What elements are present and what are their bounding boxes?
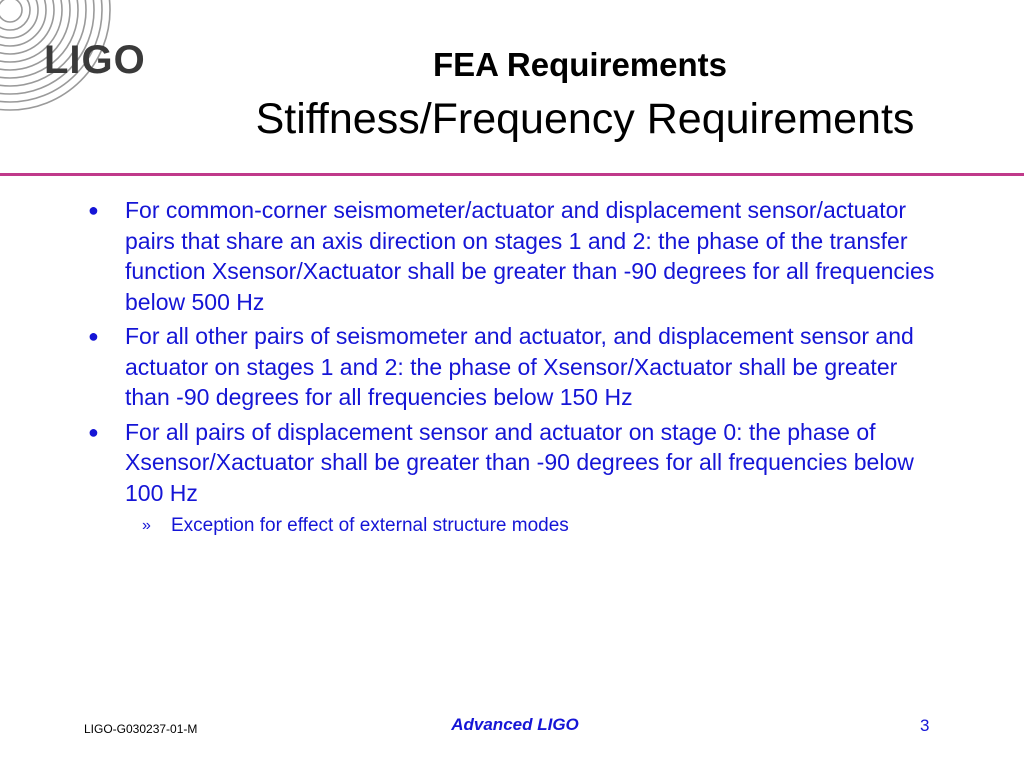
bullet-item (88, 321, 948, 413)
bullet-text: For all other pairs of seismometer and actuator, and displacement sensor and actuator on stages 1 and 2: the phase of Xsensor/Xactuator shall be greater than -90 degrees for all frequencies below 150 Hz (125, 323, 914, 410)
slide-subtitle: Stiffness/Frequency Requirements (255, 95, 915, 143)
sub-bullet-text: Exception for effect of external structure modes (171, 515, 569, 536)
page-number: 3 (920, 716, 930, 735)
bullet-dot-icon: ● (88, 326, 99, 346)
bullet-item (88, 195, 948, 317)
sub-bullet-marker: » (142, 517, 151, 534)
footer-doc-id: LIGO-G030237-01-M (84, 722, 198, 736)
logo (0, 0, 175, 130)
bullet-text: For all pairs of displacement sensor and actuator on stage 0: the phase of Xsensor/Xactuator shall be greater than -90 degrees for all frequencies below 100 Hz (125, 418, 914, 506)
bullet-dot-icon: ● (88, 200, 99, 220)
footer-title: Advanced LIGO (451, 715, 579, 734)
bullet-item (88, 417, 948, 509)
bullet-list (88, 195, 948, 540)
logo-text: LIGO (44, 38, 146, 82)
sub-bullet-item (88, 512, 948, 540)
title-divider (0, 173, 1024, 176)
bullet-text: For common-corner seismometer/actuator and displacement sensor/actuator pairs that share an axis direction on stages 1 and 2: the phase of the transfer function Xsensor/Xactuator shall be greater than -90 degrees for all frequencies below 500 Hz (125, 197, 935, 315)
bullet-dot-icon: ● (88, 421, 99, 442)
slide-title: FEA Requirements (432, 46, 727, 83)
